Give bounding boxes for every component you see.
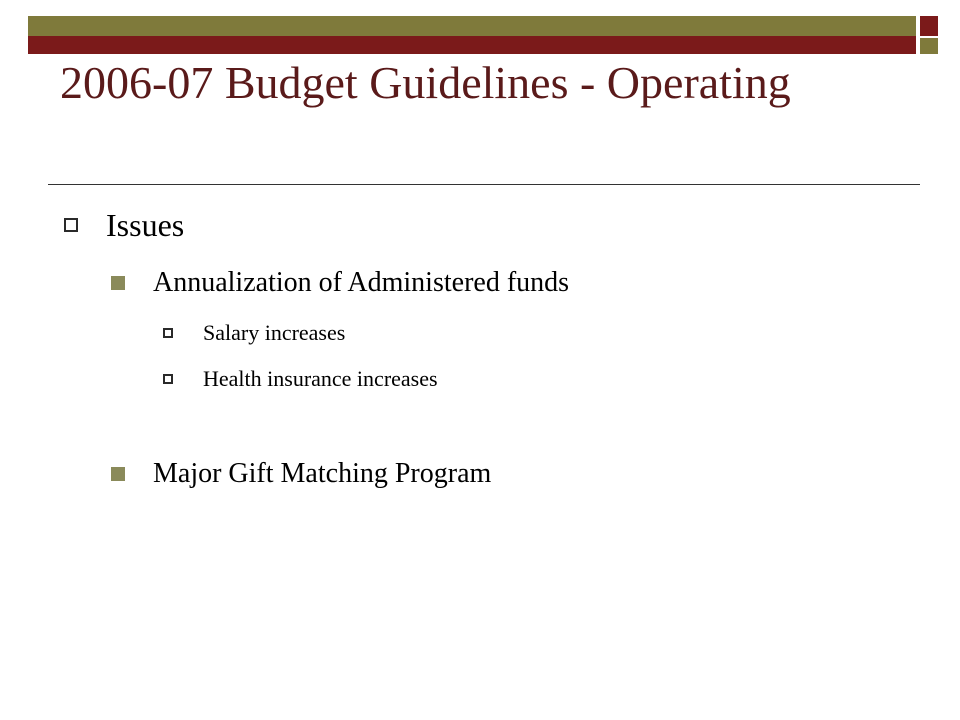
hollow-square-bullet-icon xyxy=(163,374,173,384)
bullet-text: Major Gift Matching Program xyxy=(153,458,492,489)
slide-title: 2006-07 Budget Guidelines - Operating xyxy=(60,57,791,108)
bullet-salary-increases xyxy=(163,318,345,348)
bullet-major-gift xyxy=(111,455,491,493)
bullet-issues xyxy=(64,203,184,247)
filled-square-bullet-icon xyxy=(111,276,125,290)
bullet-text: Salary increases xyxy=(203,320,346,345)
bullet-health-insurance xyxy=(163,364,438,394)
bullet-text: Issues xyxy=(106,206,185,243)
hollow-square-bullet-icon xyxy=(163,328,173,338)
bullet-annualization xyxy=(111,264,569,302)
hollow-square-bullet-icon xyxy=(64,218,78,232)
bullet-text: Annualization of Administered funds xyxy=(153,267,570,298)
filled-square-bullet-icon xyxy=(111,467,125,481)
bullet-text: Health insurance increases xyxy=(203,366,438,391)
